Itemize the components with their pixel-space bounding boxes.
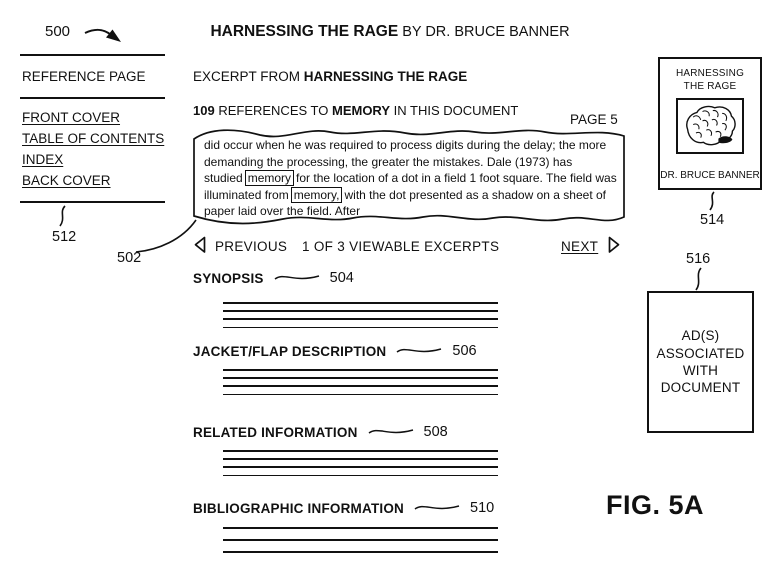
ref-squiggle-icon: [395, 345, 443, 357]
placeholder-line: [223, 458, 498, 460]
sidebar-item-index[interactable]: INDEX: [22, 152, 64, 167]
ref-squiggle-icon: [273, 272, 321, 284]
ref-512-leader-line: [56, 205, 68, 227]
figure-ref-500: 500: [45, 23, 71, 40]
placeholder-line: [223, 302, 498, 304]
section-header-synopsis: [193, 270, 354, 286]
figure-ref-504: 504: [329, 270, 354, 286]
excerpt-segment: did occur when he was required to process digits during the delay; the more demanding the processing, the greater the mistakes. Dale (1973) has studied: [204, 138, 607, 186]
figure-ref-506: 506: [452, 343, 477, 359]
synopsis-placeholder-lines: [223, 302, 498, 335]
placeholder-line: [223, 377, 498, 379]
references-mid-text: REFERENCES TO: [214, 103, 332, 118]
ref-502-leader-line: [134, 218, 198, 254]
references-keyword: MEMORY: [331, 103, 391, 118]
placeholder-line: [223, 318, 498, 320]
sidebar-bottom-divider: [20, 201, 165, 203]
highlighted-keyword: memory,: [291, 187, 343, 203]
figure-ref-508: 508: [423, 424, 448, 440]
placeholder-line: [223, 327, 498, 329]
ref-516-leader-line: [692, 267, 704, 291]
excerpt-segment: for the location of a dot in a field 1 foot square. The field was illuminated from: [204, 171, 617, 202]
placeholder-line: [223, 539, 498, 541]
placeholder-line: [223, 527, 498, 529]
excerpt-heading: [193, 69, 467, 84]
placeholder-line: [223, 450, 498, 452]
references-suffix-text: IN THIS DOCUMENT: [390, 103, 519, 118]
section-label: RELATED INFORMATION: [193, 424, 358, 440]
excerpt-heading-title: HARNESSING THE RAGE: [303, 69, 468, 84]
previous-triangle-icon[interactable]: [194, 236, 207, 254]
figure-ref-512: 512: [52, 229, 77, 245]
jacket-flap-placeholder-lines: [223, 369, 498, 402]
book-cover-image-frame: [676, 98, 744, 154]
figure-ref-510: 510: [470, 500, 495, 516]
references-count: 109: [193, 103, 215, 118]
page-title-book: HARNESSING THE RAGE: [210, 23, 399, 40]
book-cover-title: HARNESSING THE RAGE: [675, 68, 745, 92]
sidebar-top-divider: [20, 54, 165, 56]
highlighted-keyword: memory: [245, 170, 294, 186]
figure-ref-502: 502: [117, 250, 142, 266]
ads-associated-box: [647, 291, 754, 433]
section-header-jacket-flap: [193, 343, 477, 359]
placeholder-line: [223, 310, 498, 312]
next-button[interactable]: NEXT: [561, 239, 599, 254]
figure-ref-514: 514: [700, 212, 725, 228]
excerpt-box: [190, 122, 628, 235]
placeholder-line: [223, 369, 498, 371]
placeholder-line: [223, 551, 498, 553]
sidebar-item-table-of-contents[interactable]: TABLE OF CONTENTS: [22, 131, 165, 146]
placeholder-line: [223, 385, 498, 387]
sidebar-mid-divider: [20, 97, 165, 99]
book-cover-thumbnail: [658, 57, 762, 190]
sidebar-item-back-cover[interactable]: BACK COVER: [22, 173, 111, 188]
bibliographic-placeholder-lines: [223, 527, 498, 564]
page-title-byline: BY DR. BRUCE BANNER: [398, 24, 570, 40]
sidebar-item-front-cover[interactable]: FRONT COVER: [22, 110, 121, 125]
placeholder-line: [223, 466, 498, 468]
book-cover-author: DR. BRUCE BANNER: [660, 170, 760, 181]
next-triangle-icon[interactable]: [607, 236, 620, 254]
section-label: BIBLIOGRAPHIC INFORMATION: [193, 500, 404, 516]
pager-status: 1 OF 3 VIEWABLE EXCERPTS: [302, 239, 500, 254]
references-count-line: [193, 103, 518, 118]
figure-ref-516: 516: [686, 251, 711, 267]
section-header-bibliographic-information: [193, 500, 494, 516]
brain-icon: [682, 104, 738, 148]
sidebar-heading: REFERENCE PAGE: [22, 69, 146, 84]
placeholder-line: [223, 475, 498, 477]
excerpt-heading-prefix: EXCERPT FROM: [193, 69, 304, 84]
related-information-placeholder-lines: [223, 450, 498, 483]
ref-500-arrow-icon: [84, 25, 126, 49]
excerpt-segment: with the dot presented as a shadow on a sheet of paper laid over the field. After: [204, 187, 606, 219]
ref-514-leader-line: [706, 191, 718, 211]
ads-associated-text: AD(S) ASSOCIATED WITH DOCUMENT: [656, 328, 745, 396]
excerpt-text: [204, 137, 626, 220]
ref-squiggle-icon: [367, 426, 415, 438]
previous-button[interactable]: PREVIOUS: [215, 239, 288, 254]
ref-squiggle-icon: [413, 502, 461, 514]
placeholder-line: [223, 394, 498, 396]
section-label: SYNOPSIS: [193, 270, 264, 286]
page-title: [190, 23, 590, 41]
figure-label: FIG. 5A: [606, 490, 705, 520]
section-label: JACKET/FLAP DESCRIPTION: [193, 343, 387, 359]
page-number-label: PAGE 5: [570, 112, 618, 127]
section-header-related-information: [193, 424, 448, 440]
